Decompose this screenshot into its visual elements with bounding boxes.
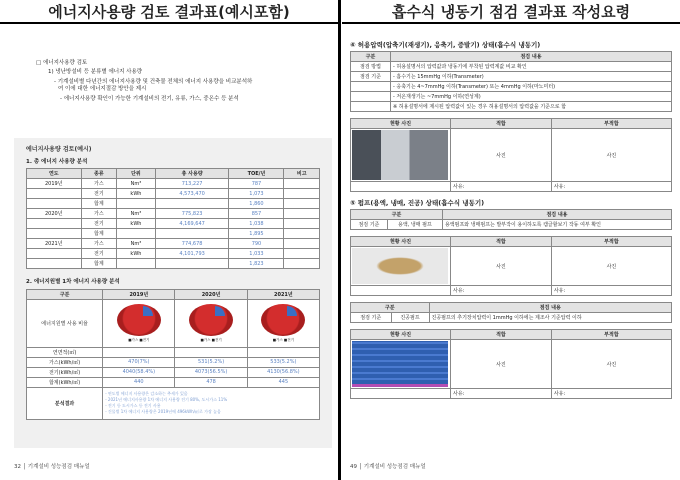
photo-cell-1 — [351, 129, 451, 182]
table-header: 부적합 — [551, 237, 671, 247]
table-cell: 478 — [175, 377, 247, 387]
pass-reason-3: 사유: — [451, 389, 552, 399]
table-cell — [284, 239, 320, 249]
table-cell: 합계 — [81, 259, 116, 269]
table-header: 부적합 — [551, 330, 671, 340]
table-header: 구분 — [27, 289, 103, 299]
left-footer: 32 │ 기계설비 성능점검 매뉴얼 — [14, 464, 90, 470]
table-cell — [103, 347, 175, 357]
table-header: TOE/년 — [229, 169, 284, 179]
photo-cell-2 — [351, 247, 451, 286]
table-cell: 점검 방법 — [351, 62, 391, 72]
right-page — [350, 30, 672, 470]
fail-reason-1: 사유: — [551, 182, 671, 192]
table-cell — [27, 189, 82, 199]
pie-legend-2021: ■가스 ■전기 — [272, 337, 294, 342]
result-line: - 건물별 1차 에너지 사용량은 2019년에 496kWh/㎡로 가장 높음 — [105, 409, 221, 415]
table-header: 구분 — [351, 52, 391, 62]
fail-photo-2: 사진 — [551, 247, 671, 286]
table-cell: 445 — [247, 377, 319, 387]
table-cell — [175, 347, 247, 357]
bullet-1a: - 기계설비별 다년간의 에너지사용량 및 건축물 전체의 에너지 사용량을 비교분석하 — [54, 78, 253, 85]
check-table-3 — [350, 302, 672, 323]
table-row — [27, 229, 320, 239]
table-header: 단위 — [117, 169, 156, 179]
table-cell: 가스 — [81, 239, 116, 249]
table-cell: 용액, 냉매 펌프 — [387, 220, 442, 230]
table-header: 현황 사진 — [351, 237, 451, 247]
fail-reason-3: 사유: — [551, 389, 671, 399]
result-label: 분석결과 — [27, 387, 103, 419]
table-cell — [284, 209, 320, 219]
energy-table — [26, 168, 320, 269]
table-cell: 합계 — [81, 229, 116, 239]
pass-photo-2: 사진 — [451, 247, 552, 286]
item-1: 1) 냉난방설비 등 분류별 에너지 사용량 — [48, 69, 143, 76]
table-cell: 775,823 — [155, 209, 229, 219]
table-cell: kWh — [117, 189, 156, 199]
table-cell: 진공펌프의 추기장치압력이 1mmHg 이하에는 제조사 기준압력 이하 — [429, 313, 671, 323]
example-title: 에너지사용량 검토(예시) — [26, 146, 92, 153]
table-header: 2021년 — [247, 289, 319, 299]
table-cell: 1,073 — [229, 189, 284, 199]
blank-3 — [351, 389, 451, 399]
table-row — [351, 72, 672, 82]
table-row — [27, 199, 320, 209]
table-cell: kWh — [117, 249, 156, 259]
table-cell — [27, 229, 82, 239]
table-row — [351, 102, 672, 112]
result-line: - 2021년 에너지사용량 1차 에너지 사용량 전기 80%, 도시가스 11% — [105, 397, 228, 403]
table-cell: 774,678 — [155, 239, 229, 249]
table-row — [27, 239, 320, 249]
table-cell: 1,038 — [229, 219, 284, 229]
table-cell — [284, 229, 320, 239]
table-header: 구분 — [351, 303, 430, 313]
table-cell: 전기 — [81, 189, 116, 199]
table-cell: 2021년 — [27, 239, 82, 249]
table-row — [27, 357, 320, 367]
table-cell: - 허용설명서의 압력값과 냉동기에 부착된 압력계값 비교 확인 — [391, 62, 672, 72]
table-row — [27, 189, 320, 199]
table-cell — [284, 199, 320, 209]
table-row — [27, 209, 320, 219]
table-cell: 연면적(㎡) — [27, 347, 103, 357]
pass-reason-1: 사유: — [451, 182, 552, 192]
table-cell: 2019년 — [27, 179, 82, 189]
table-cell: 4,169,647 — [155, 219, 229, 229]
table-cell — [27, 219, 82, 229]
table-cell — [155, 229, 229, 239]
table-header: 적합 — [451, 237, 552, 247]
table-cell — [284, 219, 320, 229]
result-text — [103, 387, 320, 419]
table-cell: 470(7%) — [103, 357, 175, 367]
table-cell — [351, 82, 391, 92]
table-row — [351, 62, 672, 72]
table-cell — [155, 199, 229, 209]
table-row — [27, 179, 320, 189]
table-cell: 전기(kWh/㎡) — [27, 367, 103, 377]
table-cell: - 저온재생기는 ~7mmHg 이하(연성계) — [391, 92, 672, 102]
table-cell — [117, 199, 156, 209]
photo-table-2 — [350, 236, 672, 296]
check-table-2 — [350, 209, 672, 230]
table-cell: 857 — [229, 209, 284, 219]
table-cell — [155, 259, 229, 269]
photo-table-3 — [350, 329, 672, 399]
table-header: 2019년 — [103, 289, 175, 299]
table-cell: ※ 허용설명서에 제시된 압력값이 있는 경우 허용설명서의 압력값을 기준으로 함 — [391, 102, 672, 112]
section-title: □ 에너지사용량 검토 — [36, 60, 88, 66]
table-cell: Nm³ — [117, 239, 156, 249]
table-header: 점검 내용 — [442, 210, 671, 220]
table-cell — [284, 259, 320, 269]
fail-photo-3: 사진 — [551, 340, 671, 389]
table-cell: - 응축기는 4~7mmHg 이하(Transmeter) 또는 4mmHg 이하(마노미터) — [391, 82, 672, 92]
table-header: 연도 — [27, 169, 82, 179]
table-row — [27, 249, 320, 259]
pie-legend-2020: ■가스 ■전기 — [200, 337, 222, 342]
fail-reason-2: 사유: — [551, 286, 671, 296]
pass-reason-2: 사유: — [451, 286, 552, 296]
table-cell — [284, 189, 320, 199]
table-cell: 점검 기준 — [351, 72, 391, 82]
table-cell: 합계 — [81, 199, 116, 209]
table-header: 구분 — [351, 210, 443, 220]
table-cell: 1,823 — [229, 259, 284, 269]
table-row — [351, 92, 672, 102]
divider — [338, 0, 341, 480]
table-cell: 가스 — [81, 209, 116, 219]
left-page — [14, 30, 332, 470]
table-header: 현황 사진 — [351, 330, 451, 340]
table-cell: - 흡수기는 15mmHg 이하(Transmeter) — [391, 72, 672, 82]
table-cell: 전기 — [81, 219, 116, 229]
bullet-1b: 여 이에 대한 에너지절감 방안을 제시 — [58, 86, 147, 93]
table-cell: 가스(kWh/㎡) — [27, 357, 103, 367]
primary-energy-table — [26, 289, 320, 420]
table-cell — [351, 102, 391, 112]
table-row — [27, 259, 320, 269]
bullet-2: - 에너지사용량 확인이 가능한 기계설비의 전기, 유류, 가스, 중온수 등 분석 — [60, 95, 239, 102]
table-header: 적합 — [451, 330, 552, 340]
table-cell — [27, 259, 82, 269]
table-header: 총 사용량 — [155, 169, 229, 179]
table-cell: 440 — [103, 377, 175, 387]
table-row — [27, 367, 320, 377]
table-cell: 4,573,470 — [155, 189, 229, 199]
table-cell: 787 — [229, 179, 284, 189]
table-cell: 진공펌프 — [391, 313, 429, 323]
table-cell: 합계(kWh/㎡) — [27, 377, 103, 387]
table-row — [351, 313, 672, 323]
table-cell: Nm³ — [117, 209, 156, 219]
table-cell: 전기 — [81, 249, 116, 259]
table-header: 점검 내용 — [391, 52, 672, 62]
table-cell: Nm³ — [117, 179, 156, 189]
table-header: 2020년 — [175, 289, 247, 299]
pie-label: 에너지원별 사용 비율 — [27, 299, 103, 347]
table-cell: 가스 — [81, 179, 116, 189]
example-box — [14, 138, 332, 448]
table-cell — [117, 259, 156, 269]
table-header: 비고 — [284, 169, 320, 179]
sub-title-1: 1. 총 에너지 사용량 분석 — [26, 159, 88, 165]
table-header: 현황 사진 — [351, 119, 451, 129]
table-cell: 1,895 — [229, 229, 284, 239]
photo-cell-3 — [351, 340, 451, 389]
result-line: - 전기 등 도시가스 등 전기 사용 — [105, 403, 161, 409]
table-cell: 1,860 — [229, 199, 284, 209]
table-cell — [284, 179, 320, 189]
table-cell: 용액펌프와 냉매펌프는 발부작이 용이하도록 캠글할보기 작동 여부 확인 — [442, 220, 671, 230]
table-cell: 1,033 — [229, 249, 284, 259]
table-row — [27, 347, 320, 357]
pass-photo-3: 사진 — [451, 340, 552, 389]
table-header: 적합 — [451, 119, 552, 129]
table-row — [351, 82, 672, 92]
left-header: 에너지사용량 검토 결과표(예시포함) — [0, 0, 338, 24]
table-cell — [247, 347, 319, 357]
table-cell: 4073(56.5%) — [175, 367, 247, 377]
pie-2020 — [175, 299, 247, 347]
table-cell — [27, 199, 82, 209]
table-cell: 4040(58.4%) — [103, 367, 175, 377]
table-row — [27, 377, 320, 387]
table-cell: 533(5.2%) — [247, 357, 319, 367]
table-cell — [284, 249, 320, 259]
pie-legend-2019: ■가스 ■전기 — [128, 337, 150, 342]
blank-1 — [351, 182, 451, 192]
table-cell — [117, 229, 156, 239]
right-footer: 49 │ 기계설비 성능점검 매뉴얼 — [350, 464, 426, 470]
table-row — [27, 219, 320, 229]
pie-2019 — [103, 299, 175, 347]
right-header: 흡수식 냉동기 점검 결과표 작성요령 — [342, 0, 680, 24]
sub-title-2: 2. 에너지원별 1차 에너지 사용량 분석 — [26, 279, 120, 286]
section-5-title: ⑤ 펌프(용액, 냉매, 진공) 상태(흡수식 냉동기) — [350, 199, 485, 207]
section-4-title: ④ 허용압력(압축기(재생기), 응축기, 증발기) 상태(흡수식 냉동기) — [350, 41, 541, 49]
blank-2 — [351, 286, 451, 296]
table-cell: 점검 기준 — [351, 220, 388, 230]
table-cell: 점검 기준 — [351, 313, 392, 323]
table-cell: 713,227 — [155, 179, 229, 189]
pass-photo-1: 사진 — [451, 129, 552, 182]
check-table-1 — [350, 51, 672, 112]
table-header: 종류 — [81, 169, 116, 179]
table-cell: kWh — [117, 219, 156, 229]
pie-2021 — [247, 299, 319, 347]
table-cell: 790 — [229, 239, 284, 249]
table-cell: 4,101,793 — [155, 249, 229, 259]
photo-table-1 — [350, 118, 672, 192]
result-line: - 연도별 에너지 사용량은 감소하는 추세가 있음 — [105, 391, 188, 397]
table-cell — [351, 92, 391, 102]
table-header: 부적합 — [551, 119, 671, 129]
fail-photo-1: 사진 — [551, 129, 671, 182]
table-cell: 2020년 — [27, 209, 82, 219]
table-cell: 4130(56.8%) — [247, 367, 319, 377]
table-row — [351, 220, 672, 230]
table-cell: 531(5.2%) — [175, 357, 247, 367]
table-header: 점검 내용 — [429, 303, 671, 313]
table-cell — [27, 249, 82, 259]
